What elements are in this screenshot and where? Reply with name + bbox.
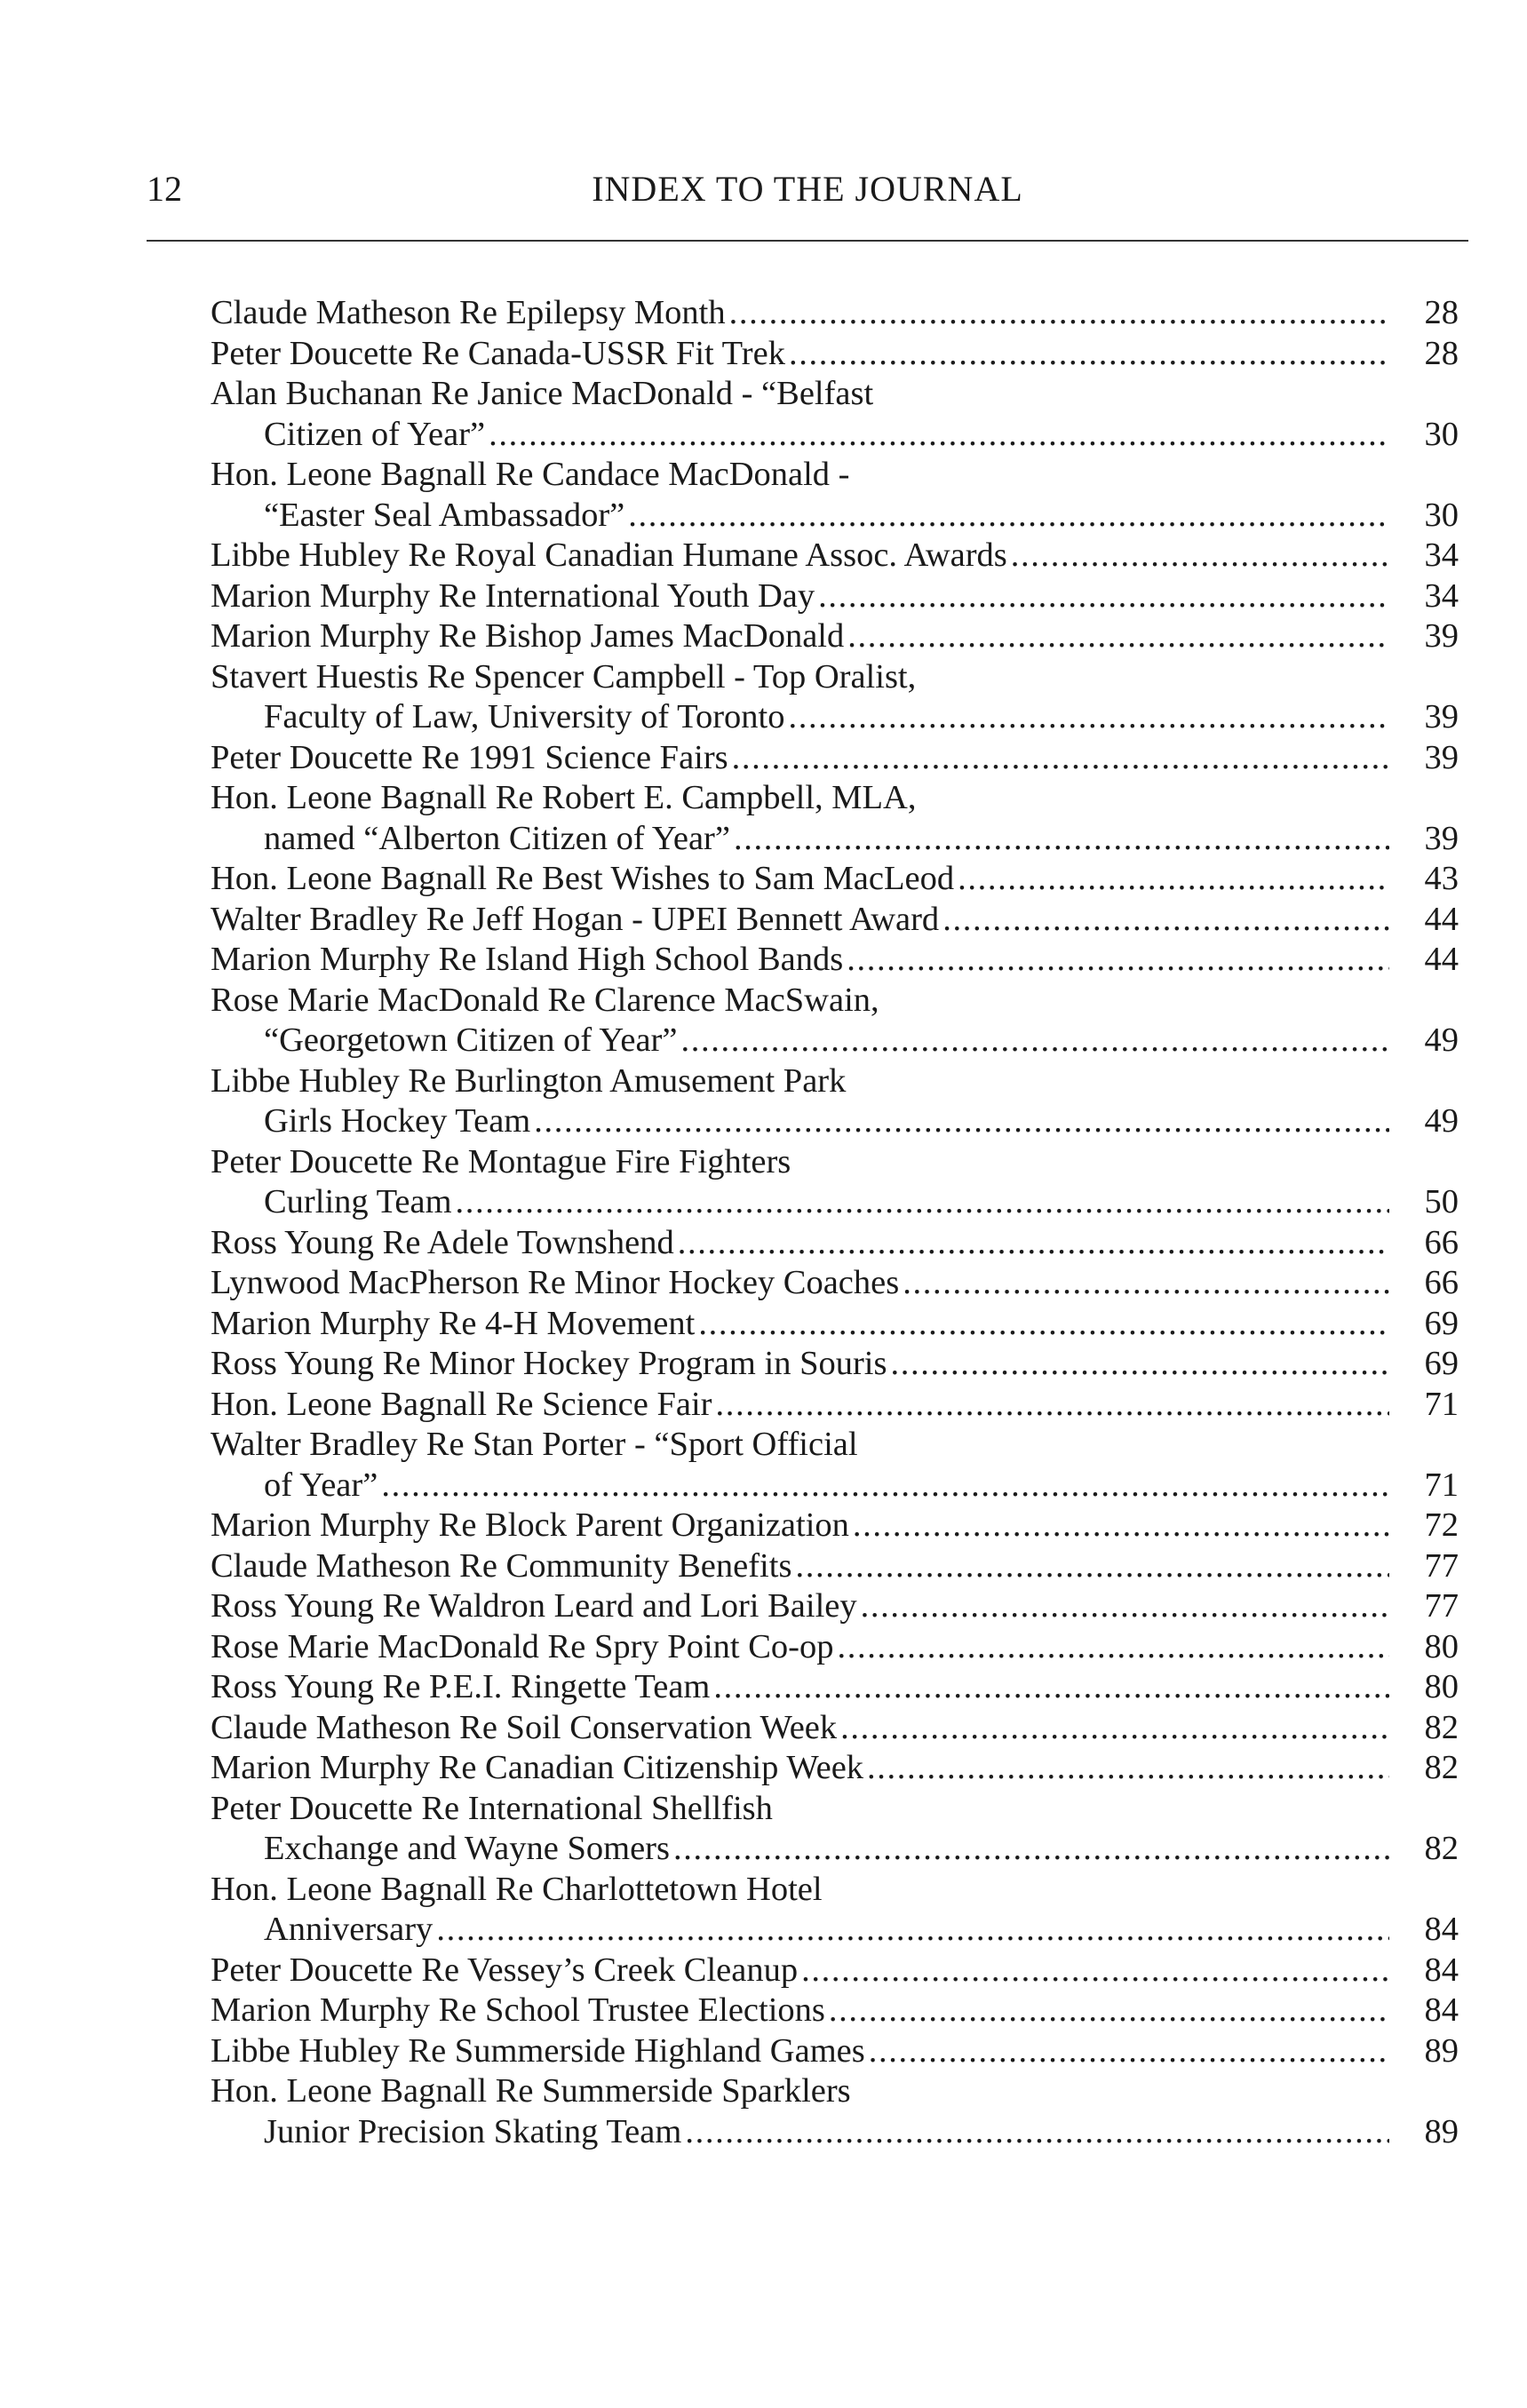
dot-leader: [801, 1951, 1389, 1991]
dot-leader: [847, 616, 1389, 657]
entry-first-line: [211, 738, 1459, 779]
entry-page-number: 49: [1424, 1021, 1459, 1059]
entry-continuation-line: [211, 1021, 1459, 1061]
entry-continuation-line: [211, 1101, 1459, 1142]
entry-page-number: 80: [1424, 1668, 1459, 1705]
entry-first-line: [211, 1263, 1459, 1304]
index-entry: [211, 1991, 1459, 2031]
entry-first-line: [211, 1586, 1459, 1627]
entry-first-line: [211, 374, 1459, 415]
entry-text: of Year”: [264, 1466, 378, 1504]
entry-page-number: 39: [1424, 617, 1459, 655]
index-entry: [211, 293, 1459, 334]
entry-first-line: [211, 455, 1459, 496]
index-entry: [211, 1223, 1459, 1264]
entry-continuation-line: [211, 496, 1459, 536]
index-entry: [211, 1748, 1459, 1789]
entry-page-number: 89: [1424, 2112, 1459, 2150]
entry-first-line: [211, 1627, 1459, 1668]
index-entry: [211, 334, 1459, 375]
dot-leader: [489, 415, 1389, 456]
entry-text: Peter Doucette Re Montague Fire Fighters: [211, 1142, 791, 1180]
entry-text: Curling Team: [264, 1183, 452, 1220]
index-entry: [211, 536, 1459, 576]
index-entry: [211, 1506, 1459, 1546]
entry-page-number: 84: [1424, 1951, 1459, 1989]
entry-page-number: 30: [1424, 415, 1459, 453]
index-entry: [211, 1385, 1459, 1426]
entry-first-line: [211, 2071, 1459, 2112]
entry-first-line: [211, 1748, 1459, 1789]
entry-page-number: 71: [1424, 1466, 1459, 1504]
entry-text: Walter Bradley Re Stan Porter - “Sport Official: [211, 1426, 858, 1463]
entry-continuation-line: [211, 2112, 1459, 2153]
entry-page-number: 82: [1424, 1830, 1459, 1867]
entry-text: Hon. Leone Bagnall Re Candace MacDonald -: [211, 456, 850, 493]
dot-leader: [847, 940, 1389, 981]
entry-page-number: 80: [1424, 1627, 1459, 1665]
entry-text: Lynwood MacPherson Re Minor Hockey Coaches: [211, 1264, 900, 1301]
dot-leader: [818, 576, 1389, 617]
entry-page-number: 43: [1424, 860, 1459, 897]
entry-text: Peter Doucette Re 1991 Science Fairs: [211, 738, 728, 776]
entry-text: Alan Buchanan Re Janice MacDonald - “Belfast: [211, 375, 874, 412]
entry-first-line: [211, 1061, 1459, 1102]
entry-text: Marion Murphy Re International Youth Day: [211, 576, 815, 615]
entry-page-number: 34: [1424, 576, 1459, 615]
entry-page-number: 82: [1424, 1708, 1459, 1746]
entry-first-line: [211, 778, 1459, 819]
dot-leader: [673, 1829, 1389, 1870]
entry-first-line: [211, 1425, 1459, 1466]
dot-leader: [840, 1708, 1389, 1749]
entry-first-line: [211, 1667, 1459, 1708]
entry-page-number: 49: [1424, 1102, 1459, 1140]
entry-text: Hon. Leone Bagnall Re Robert E. Campbell, MLA,: [211, 779, 917, 816]
index-entry: [211, 1142, 1459, 1223]
entry-text: Stavert Huestis Re Spencer Campbell - Top Oralist,: [211, 657, 917, 695]
entry-text: Claude Matheson Re Soil Conservation Week: [211, 1708, 838, 1746]
dot-leader: [867, 1748, 1389, 1789]
entry-first-line: [211, 1344, 1459, 1385]
dot-leader: [713, 1667, 1389, 1708]
entry-first-line: [211, 293, 1459, 334]
dot-leader: [716, 1385, 1390, 1426]
entry-text: Marion Murphy Re 4-H Movement: [211, 1304, 696, 1342]
entry-text: Peter Doucette Re Vessey’s Creek Cleanup: [211, 1951, 799, 1989]
index-entry: [211, 576, 1459, 617]
entry-text: Peter Doucette Re Canada-USSR Fit Trek: [211, 334, 785, 372]
index-entry: [211, 2071, 1459, 2152]
dot-leader: [698, 1304, 1389, 1345]
entry-page-number: 28: [1424, 334, 1459, 372]
entry-first-line: [211, 1506, 1459, 1546]
dot-leader: [680, 1021, 1389, 1061]
entry-text: Anniversary: [264, 1911, 433, 1948]
dot-leader: [869, 2031, 1389, 2072]
index-entry: [211, 1667, 1459, 1708]
entry-page-number: 44: [1424, 900, 1459, 938]
dot-leader: [685, 2112, 1389, 2153]
entry-text: Claude Matheson Re Epilepsy Month: [211, 294, 726, 331]
dot-leader: [729, 293, 1389, 334]
entry-first-line: [211, 536, 1459, 576]
entry-page-number: 39: [1424, 738, 1459, 776]
entry-text: Rose Marie MacDonald Re Clarence MacSwain,: [211, 981, 879, 1019]
entry-first-line: [211, 900, 1459, 941]
dot-leader: [788, 697, 1389, 738]
entry-page-number: 89: [1424, 2031, 1459, 2070]
index-entry: [211, 859, 1459, 900]
dot-leader: [903, 1263, 1389, 1304]
entry-first-line: [211, 1304, 1459, 1345]
entry-page-number: 71: [1424, 1385, 1459, 1423]
entry-text: Walter Bradley Re Jeff Hogan - UPEI Bennett Award: [211, 900, 940, 938]
index-entry: [211, 657, 1459, 738]
dot-leader: [436, 1910, 1389, 1951]
header-rule: [147, 240, 1468, 242]
dot-leader: [381, 1466, 1389, 1506]
dot-leader: [795, 1546, 1389, 1587]
dot-leader: [789, 334, 1389, 375]
entry-first-line: [211, 576, 1459, 617]
entry-first-line: [211, 1951, 1459, 1991]
index-entry: [211, 1627, 1459, 1668]
entry-text: Ross Young Re Waldron Leard and Lori Bailey: [211, 1587, 857, 1625]
entry-page-number: 34: [1424, 536, 1459, 574]
entry-first-line: [211, 1546, 1459, 1587]
index-entry: [211, 738, 1459, 779]
entry-text: Libbe Hubley Re Royal Canadian Humane Assoc. Awards: [211, 536, 1007, 574]
index-entry: [211, 1061, 1459, 1142]
entry-first-line: [211, 1142, 1459, 1183]
entry-first-line: [211, 940, 1459, 981]
dot-leader: [890, 1344, 1389, 1385]
dot-leader: [734, 819, 1389, 860]
entry-first-line: [211, 1789, 1459, 1830]
index-entry: [211, 1546, 1459, 1587]
entry-page-number: 39: [1424, 819, 1459, 857]
running-head: INDEX TO THE JOURNAL: [592, 169, 1023, 209]
entry-text: Marion Murphy Re School Trustee Elections: [211, 1991, 825, 2029]
index-list: [211, 293, 1459, 2152]
index-entry: [211, 374, 1459, 455]
index-entry: [211, 616, 1459, 657]
entry-continuation-line: [211, 697, 1459, 738]
entry-text: Marion Murphy Re Island High School Bands: [211, 941, 844, 978]
entry-text: Marion Murphy Re Bishop James MacDonald: [211, 617, 845, 655]
entry-text: “Easter Seal Ambassador”: [264, 496, 625, 534]
entry-text: Girls Hockey Team: [264, 1102, 531, 1140]
entry-first-line: [211, 1991, 1459, 2031]
entry-page-number: 77: [1424, 1546, 1459, 1585]
entry-first-line: [211, 1870, 1459, 1911]
entry-page-number: 44: [1424, 941, 1459, 978]
index-entry: [211, 1304, 1459, 1345]
entry-page-number: 72: [1424, 1506, 1459, 1544]
dot-leader: [853, 1506, 1389, 1546]
entry-text: named “Alberton Citizen of Year”: [264, 819, 730, 857]
dot-leader: [1011, 536, 1389, 576]
index-entry: [211, 1586, 1459, 1627]
entry-text: Ross Young Re Adele Townshend: [211, 1223, 674, 1261]
entry-first-line: [211, 334, 1459, 375]
entry-continuation-line: [211, 415, 1459, 456]
entry-continuation-line: [211, 1829, 1459, 1870]
dot-leader: [837, 1627, 1389, 1668]
entry-text: Faculty of Law, University of Toronto: [264, 698, 785, 735]
entry-continuation-line: [211, 1910, 1459, 1951]
entry-text: Hon. Leone Bagnall Re Best Wishes to Sam MacLeod: [211, 860, 955, 897]
entry-page-number: 30: [1424, 496, 1459, 534]
dot-leader: [534, 1101, 1389, 1142]
entry-text: Libbe Hubley Re Summerside Highland Games: [211, 2031, 865, 2070]
entry-page-number: 66: [1424, 1264, 1459, 1301]
dot-leader: [456, 1182, 1389, 1223]
entry-first-line: [211, 1708, 1459, 1749]
entry-text: Ross Young Re Minor Hockey Program in Souris: [211, 1345, 887, 1382]
entry-text: Marion Murphy Re Block Parent Organization: [211, 1506, 849, 1544]
entry-page-number: 82: [1424, 1749, 1459, 1786]
dot-leader: [628, 496, 1389, 536]
entry-text: Exchange and Wayne Somers: [264, 1830, 670, 1867]
index-entry: [211, 455, 1459, 536]
entry-page-number: 50: [1424, 1183, 1459, 1220]
entry-first-line: [211, 616, 1459, 657]
index-entry: [211, 1789, 1459, 1870]
page-header: [147, 167, 1468, 211]
entry-continuation-line: [211, 819, 1459, 860]
dot-leader: [678, 1223, 1389, 1264]
entry-text: Marion Murphy Re Canadian Citizenship Week: [211, 1749, 864, 1786]
entry-text: Ross Young Re P.E.I. Ringette Team: [211, 1668, 711, 1705]
index-entry: [211, 778, 1459, 859]
entry-continuation-line: [211, 1466, 1459, 1506]
index-entry: [211, 2031, 1459, 2072]
entry-first-line: [211, 859, 1459, 900]
index-entry: [211, 1425, 1459, 1506]
entry-page-number: 84: [1424, 1991, 1459, 2029]
entry-page-number: 77: [1424, 1587, 1459, 1625]
dot-leader: [732, 738, 1389, 779]
entry-text: Hon. Leone Bagnall Re Science Fair: [211, 1385, 712, 1423]
entry-text: Hon. Leone Bagnall Re Summerside Sparklers: [211, 2072, 851, 2110]
entry-continuation-line: [211, 1182, 1459, 1223]
entry-first-line: [211, 981, 1459, 1021]
entry-text: Citizen of Year”: [264, 415, 486, 453]
index-entry: [211, 1708, 1459, 1749]
index-entry: [211, 900, 1459, 941]
entry-page-number: 66: [1424, 1223, 1459, 1261]
entry-page-number: 28: [1424, 294, 1459, 331]
index-entry: [211, 1870, 1459, 1951]
dot-leader: [861, 1586, 1389, 1627]
entry-page-number: 69: [1424, 1304, 1459, 1342]
dot-leader: [958, 859, 1389, 900]
entry-first-line: [211, 1385, 1459, 1426]
index-entry: [211, 940, 1459, 981]
index-entry: [211, 1263, 1459, 1304]
entry-text: “Georgetown Citizen of Year”: [264, 1021, 678, 1059]
page-number: 12: [147, 169, 182, 209]
entry-page-number: 84: [1424, 1911, 1459, 1948]
index-entry: [211, 1951, 1459, 1991]
entry-first-line: [211, 657, 1459, 698]
entry-first-line: [211, 1223, 1459, 1264]
entry-page-number: 39: [1424, 698, 1459, 735]
entry-text: Hon. Leone Bagnall Re Charlottetown Hotel: [211, 1870, 823, 1908]
entry-text: Rose Marie MacDonald Re Spry Point Co-op: [211, 1627, 834, 1665]
entry-first-line: [211, 2031, 1459, 2072]
index-entry: [211, 1344, 1459, 1385]
entry-text: Peter Doucette Re International Shellfish: [211, 1789, 773, 1827]
dot-leader: [829, 1991, 1389, 2031]
entry-text: Claude Matheson Re Community Benefits: [211, 1546, 792, 1585]
entry-text: Libbe Hubley Re Burlington Amusement Park: [211, 1061, 847, 1100]
entry-text: Junior Precision Skating Team: [264, 2112, 682, 2150]
entry-page-number: 69: [1424, 1345, 1459, 1382]
dot-leader: [942, 900, 1389, 941]
index-entry: [211, 981, 1459, 1061]
